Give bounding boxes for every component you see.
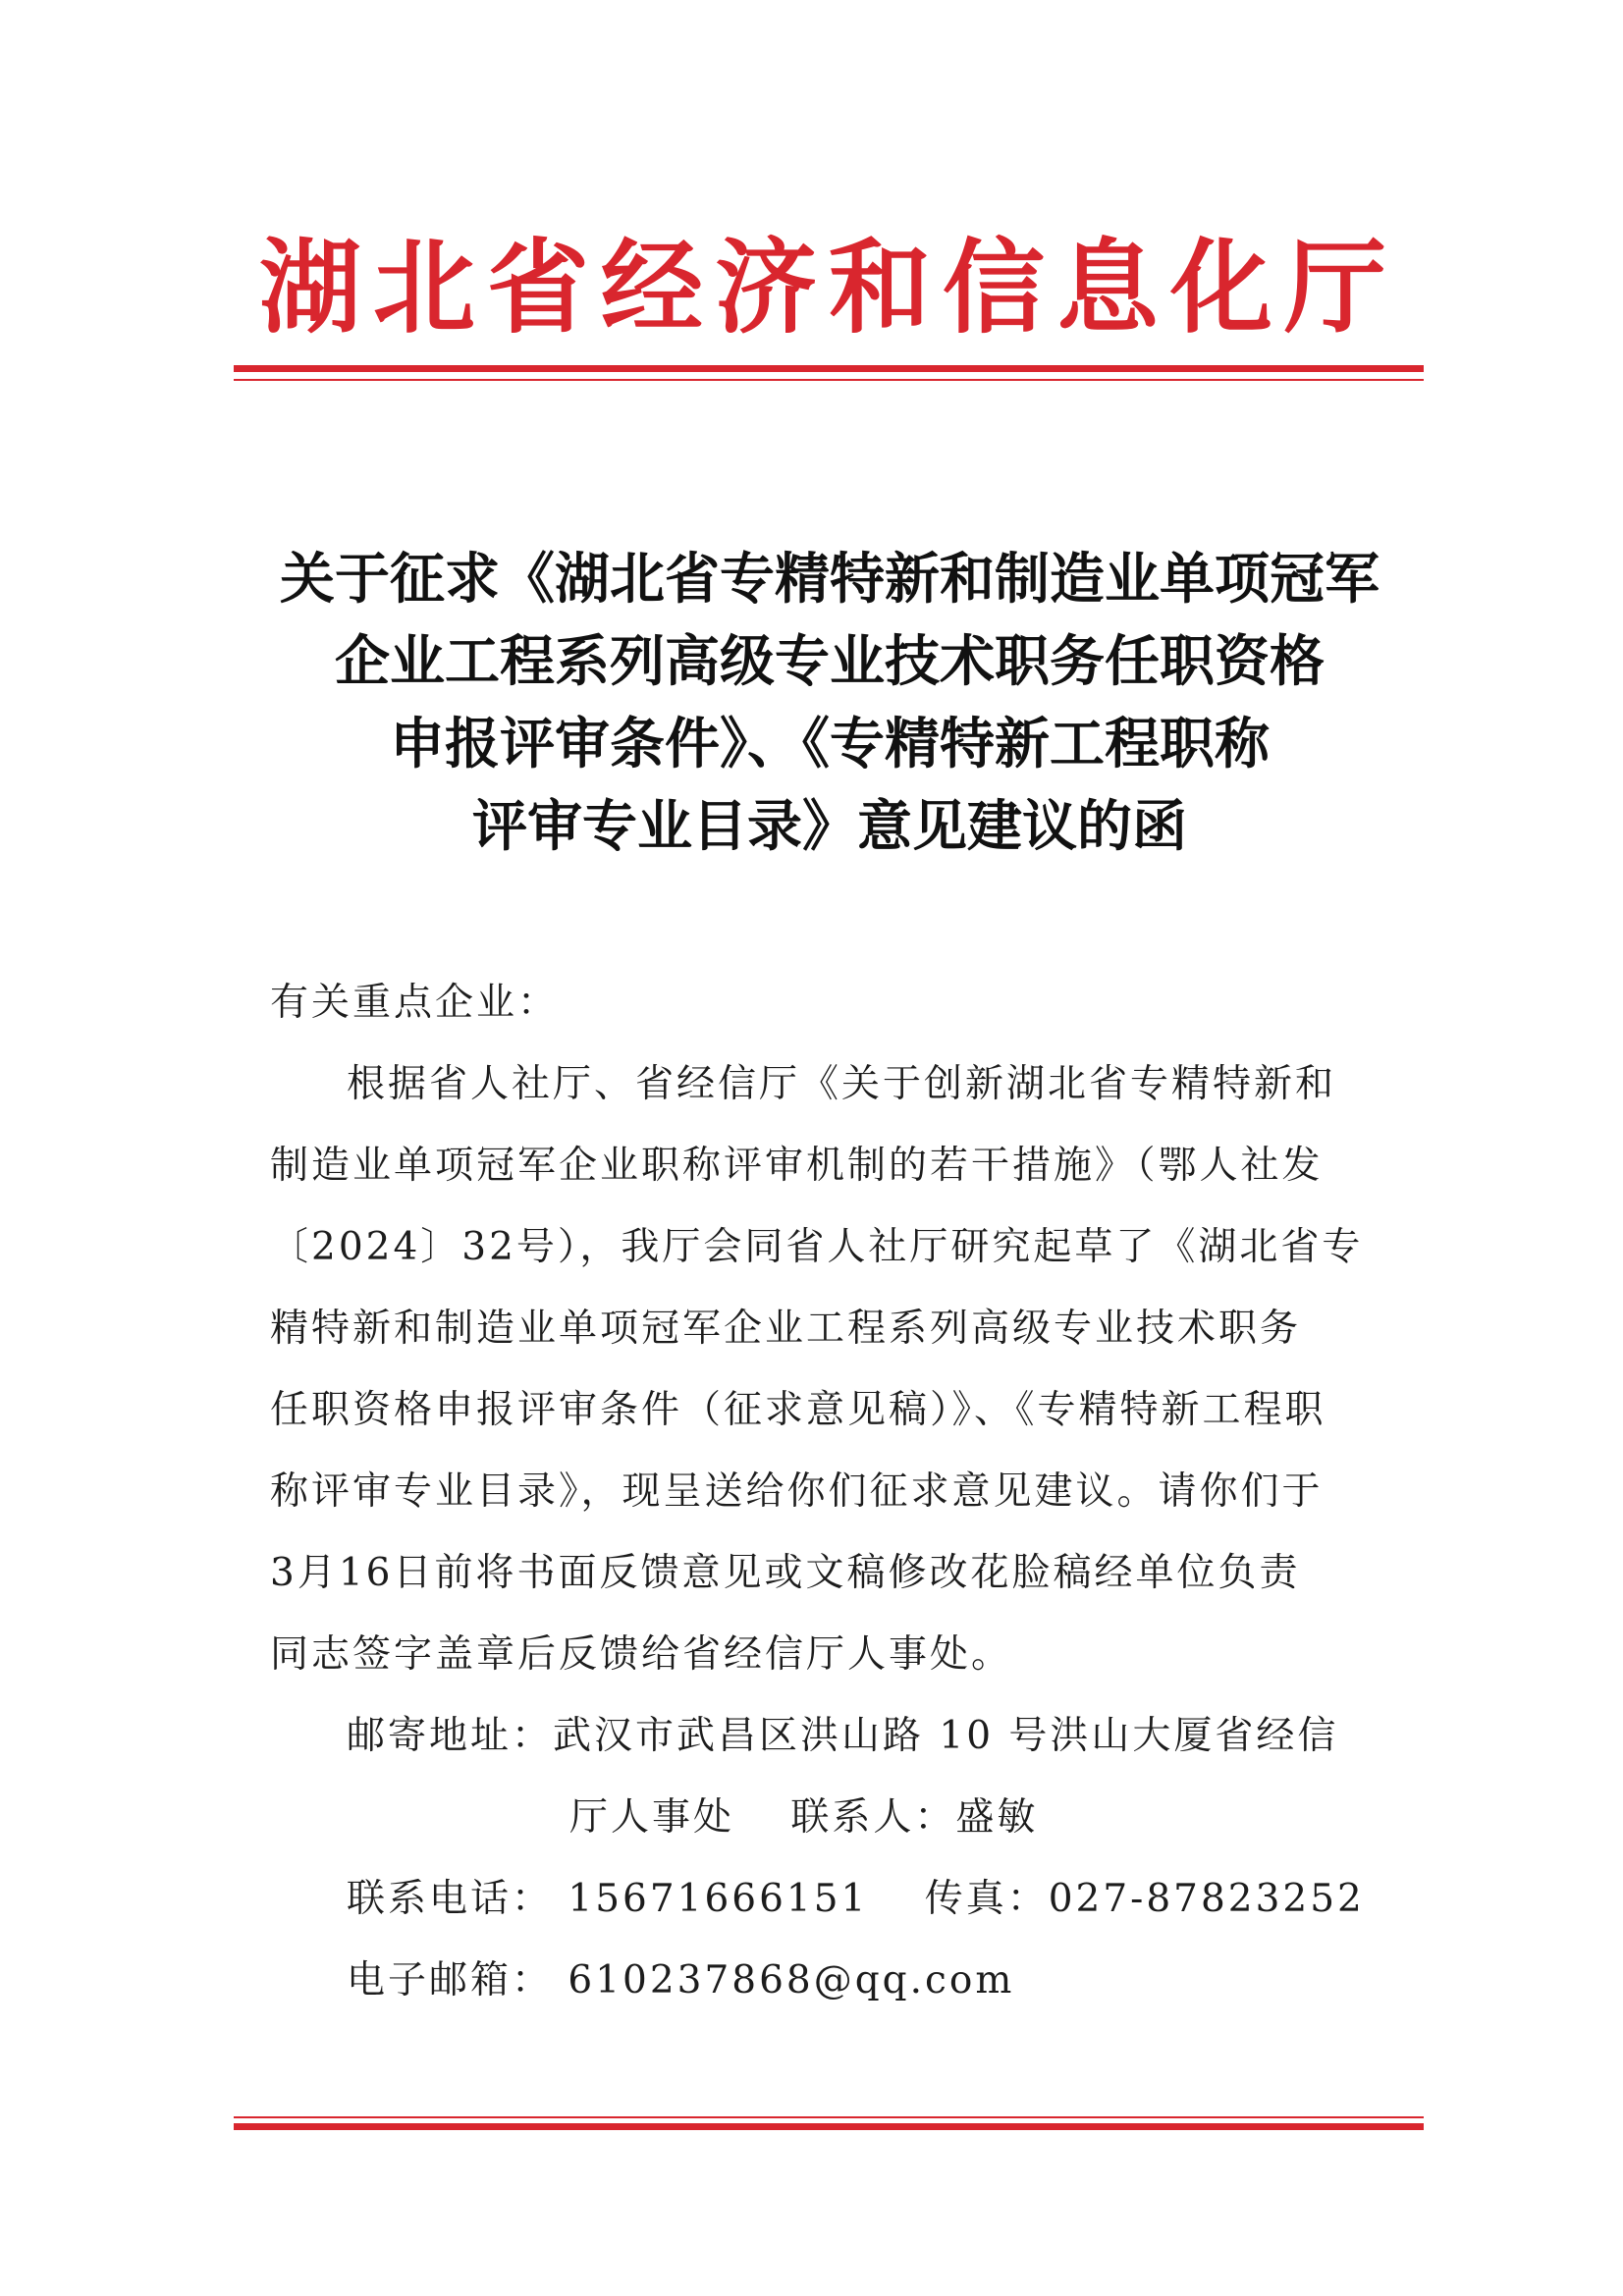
title-line: 申报评审条件》、《专精特新工程职称 [390,712,1270,776]
paragraph-line: 制造业单项冠军企业职称评审机制的若干措施》（鄂人社发 [270,1144,1324,1188]
footer-rule-thin [234,2116,1424,2118]
mailing-address-contact-line: 厅人事处 联系人：盛敏 [569,1795,1039,1840]
paragraph-line: 同志签字盖章后反馈给省经信厅人事处。 [270,1632,1013,1677]
email-line: 电子邮箱： 610237868@qq.com [347,1958,1015,2002]
mailing-address-line: 邮寄地址：武汉市武昌区洪山路 10 号洪山大厦省经信 [347,1714,1339,1758]
letterhead-rule-thick [234,365,1424,372]
title-line: 企业工程系列高级专业技术职务任职资格 [335,629,1325,694]
footer-rule-thick [234,2123,1424,2130]
letterhead-rule-thin [234,379,1424,381]
paragraph-line: 〔2024〕32号），我厅会同省人社厅研究起草了《湖北省专 [270,1225,1364,1269]
title-line: 关于征求《湖北省专精特新和制造业单项冠军 [280,547,1380,612]
title-line: 评审专业目录》意见建议的函 [472,794,1187,859]
paragraph-line: 根据省人社厅、省经信厅《关于创新湖北省专精特新和 [347,1062,1337,1106]
salutation: 有关重点企业： [270,981,560,1025]
paragraph-line: 称评审专业目录》，现呈送给你们征求意见建议。请你们于 [270,1469,1324,1514]
phone-fax-line: 联系电话： 15671666151 传真：027-87823252 [347,1877,1365,1921]
paragraph-line: 任职资格申报评审条件（征求意见稿）》、《专精特新工程职 [270,1388,1326,1432]
letterhead-title: 湖北省经济和信息化厅 [258,227,1398,347]
document-body [270,962,1389,2021]
document-title [245,538,1414,868]
paragraph-line: 3月16日前将书面反馈意见或文稿修改花脸稿经单位负责 [270,1551,1301,1595]
paragraph-line: 精特新和制造业单项冠军企业工程系列高级专业技术职务 [270,1307,1302,1351]
